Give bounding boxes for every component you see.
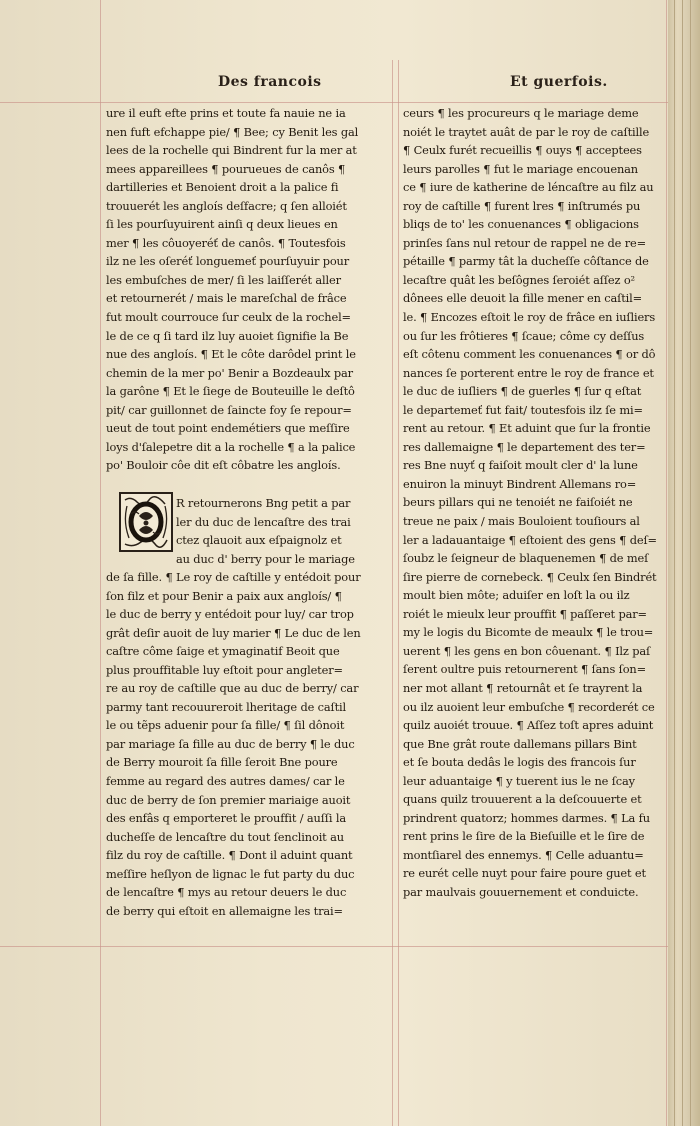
text-line: prinſes ſans nul retour de rappel ne de re= [403, 235, 647, 250]
text-line: ueut de tout point endemétiers que meſſire [106, 421, 350, 436]
text-line: beurs pillars qui ne tenoiét ne faiſoiét ne [403, 495, 633, 510]
text-line: bliqs de to' les conuenances ¶ obligacions [403, 217, 639, 232]
left-column-top-text [106, 104, 396, 475]
text-line: ou ſur les frôtieres ¶ ſcaue; côme cy deſſus [403, 328, 645, 343]
text-line: leur aduantaige ¶ y tuerent ius le ne ſcay [403, 773, 635, 788]
text-line: enuiron la minuyt Bindrent Allemans ro= [403, 476, 637, 491]
text-line: quans quilz trouuerent a la deſcouuerte et [403, 792, 642, 807]
text-line: montſiarel des ennemys. ¶ Celle aduantu= [403, 847, 644, 862]
text-line: eſt côtenu comment les conuenances ¶ or dô [403, 347, 656, 362]
text-line: my le logis du Bicomte de meaulx ¶ le trou= [403, 625, 654, 640]
text-line: de lencaſtre ¶ mys au retour deuers le duc [106, 885, 347, 900]
text-line: le ou tẽps aduenir pour ſa fille/ ¶ ſil dônoit [106, 718, 345, 733]
left-column-bottom-text [106, 568, 396, 920]
text-line: prindrent quatorz; hommes darmes. ¶ La fu [403, 810, 650, 825]
text-line: ce ¶ iure de katherine de léncaſtre au filz au [403, 180, 654, 195]
text-line: parmy tant recouureroit lheritage de caſtil [106, 699, 346, 714]
text-line: ſon filz et pour Benir a paix aux angloís/ ¶ [106, 588, 342, 603]
text-line: nen fuft efchappe pie/ ¶ Bee; cy Benit les gal [106, 124, 359, 139]
text-line: loys d'ſalepetre dit a la rochelle ¶ a la palice [106, 439, 356, 454]
text-line: mees appareillees ¶ pourueues de canôs ¶ [106, 161, 346, 176]
text-line: mer ¶ les côuoyeréť de canôs. ¶ Toutesfois [106, 235, 346, 250]
text-line: plus prouffitable luy eſtoit pour angleter= [106, 662, 343, 677]
text-line: ſoubz le ſeigneur de blaquenemen ¶ de meſ [403, 551, 649, 566]
text-line: fut moult courrouce ſur ceulx de la rochel= [106, 310, 351, 325]
text-line: roy de caſtille ¶ furent lres ¶ inſtrumés pu [403, 198, 641, 213]
text-line: moult bien môte; aduiſer en loſt la ou ilz [403, 588, 630, 603]
text-line: filz du roy de caſtille. ¶ Dont il aduint quant [106, 848, 353, 863]
text-line: ſire pierre de cornebeck. ¶ Ceulx ſen Bindrét [403, 569, 657, 584]
text-line: par maulvais gouuernement et conduicte. [403, 884, 639, 899]
text-line: roiét le mieulx leur prouffit ¶ paſſeret par= [403, 606, 647, 621]
dropcap-paragraph-lines [176, 494, 390, 568]
text-line: ctez qlauoit aux eſpaignolz et [176, 533, 342, 548]
text-line: des enfâs q emporteret le prouffit / auſſi la [106, 811, 346, 826]
text-line: nances ſe porterent entre le roy de france et [403, 365, 654, 380]
text-line: que Bne grât route dallemans pillars Bint [403, 736, 637, 751]
text-line: noiét le traytet auât de par le roy de caſtille [403, 124, 650, 139]
text-line: rent au retour. ¶ Et aduint que ſur la frontie [403, 421, 651, 436]
text-line: lecaſtre quât les beſôgnes ſeroiét aſſez o² [403, 272, 635, 287]
text-line: grât deſir auoit de luy marier ¶ Le duc de len [106, 625, 361, 640]
ruling-line [0, 102, 668, 103]
text-line: pétaille ¶ parmy tât la ducheſſe côſtance de [403, 254, 649, 269]
right-column-text [403, 104, 671, 902]
text-line: et retournerét / mais le mareſchal de frâce [106, 291, 347, 306]
decorated-initial [119, 492, 173, 552]
text-line: caſtre côme ſaige et ymaginatif Beoit que [106, 644, 340, 659]
text-line: pit/ car guillonnet de ſaincte foy ſe repour= [106, 402, 352, 417]
text-line: ler du duc de lencaſtre des trai [176, 514, 351, 529]
text-line: re au roy de caſtille que au duc de berry/ car [106, 681, 359, 696]
text-line: le duc de iuſliers ¶ de guerles ¶ ſur q eſtat [403, 384, 642, 399]
text-line: trouuerét les angloís deſfacre; q ſen alloiét [106, 198, 347, 213]
text-line: duc de berry de ſon premier mariaige auoit [106, 792, 351, 807]
page-edge-line [690, 0, 691, 1126]
ruling-line [100, 0, 101, 1126]
text-line: femme au regard des autres dames/ car le [106, 774, 345, 789]
text-line: ducheſſe de lencaſtre du tout ſenclinoit au [106, 829, 344, 844]
text-line: de ſa fille. ¶ Le roy de caſtille y entédoit pour [106, 570, 361, 584]
text-line: lees de la rochelle qui Bindrent fur la mer at [106, 143, 357, 158]
text-line: chemin de la mer po' Benir a Bozdeaulx par [106, 365, 353, 380]
text-line: ¶ Ceulx furét recueillis ¶ ouys ¶ acceptees [403, 143, 642, 158]
text-line: et ſe bouta dedâs le logis des francois ſur [403, 755, 636, 770]
text-line: ilz ne les oſeréť longuemeť pourſuyuir pour [106, 254, 350, 269]
text-line: ceurs ¶ les procureurs q le mariage deme [403, 106, 639, 120]
page-edge-line [674, 0, 675, 1126]
running-head-left: Des francois [218, 74, 322, 90]
page-stack-edge [668, 0, 700, 1126]
text-line: ou ilz auoient leur embuſche ¶ recorderét ce [403, 699, 655, 714]
text-line: le de ce q ſi tard ilz luy auoiet ſignifie la Be [106, 328, 349, 343]
page-edge-line [682, 0, 683, 1126]
text-line: rent prins le ſire de la Bieſuille et le ſire de [403, 829, 645, 844]
text-line: treue ne paix / mais Bouloient touſiours al [403, 514, 640, 529]
text-line: nue des angloís. ¶ Et le côte darôdel print le [106, 347, 356, 362]
text-line: par mariage ſa fille au duc de berry ¶ le duc [106, 736, 355, 751]
text-line: de berry qui eſtoit en allemaigne les trai= [106, 903, 343, 918]
running-head-right: Et guerfois. [510, 74, 608, 90]
text-line: le duc de berry y entédoit pour luy/ car trop [106, 607, 354, 622]
text-line: leurs parolles ¶ fut le mariage encouenan [403, 161, 638, 176]
text-line: ler a ladauantaige ¶ eſtoient des gens ¶ deſ= [403, 532, 657, 547]
text-line: ner mot allant ¶ retournât et ſe trayrent la [403, 680, 643, 695]
text-line: meſſire heſlyon de lignac le fut party du duc [106, 866, 355, 881]
text-line: ſerent oultre puis retournerent ¶ ſans ſon= [403, 662, 647, 677]
ruling-line [0, 946, 668, 947]
text-line: la garône ¶ Et le ſiege de Bouteuille le deſtô [106, 384, 355, 399]
text-line: po' Bouloir côe dit eſt côbatre les angloís. [106, 458, 341, 473]
text-line: res Bne nuyť q faiſoit moult cler d' la lune [403, 458, 638, 473]
text-line: ure il euft efte prins et toute fa nauie ne ia [106, 106, 346, 120]
text-line: ſi les pourſuyuirent ainſi q deux lieues en [106, 217, 338, 232]
text-line: au duc d' berry pour le mariage [176, 551, 355, 566]
text-line: re eurét celle nuyt pour faire poure guet et [403, 866, 646, 881]
text-line: R retournerons Bng petit a par [176, 496, 351, 510]
text-line: dartilleries et Benoient droit a la palice fi [106, 180, 339, 195]
text-line: les embuſches de mer/ ſi les laiſſerét aller [106, 272, 341, 287]
text-line: res dallemaigne ¶ le departement des ter= [403, 439, 646, 454]
text-line: le departemeť fut fait/ toutesfois ilz ſe mi= [403, 402, 643, 417]
text-line: quilz auoiét trouue. ¶ Aſſez toſt apres aduint [403, 718, 654, 733]
ruling-line [398, 60, 399, 1126]
text-line: de Berry mouroit ſa fille ſeroit Bne poure [106, 755, 338, 770]
text-line: dônees elle deuoit la fille mener en caſtil= [403, 291, 643, 306]
text-line: le. ¶ Encozes eſtoit le roy de frâce en iuſliers [403, 310, 656, 325]
text-line: uerent ¶ les gens en bon côuenant. ¶ Ilz paſ [403, 643, 651, 658]
